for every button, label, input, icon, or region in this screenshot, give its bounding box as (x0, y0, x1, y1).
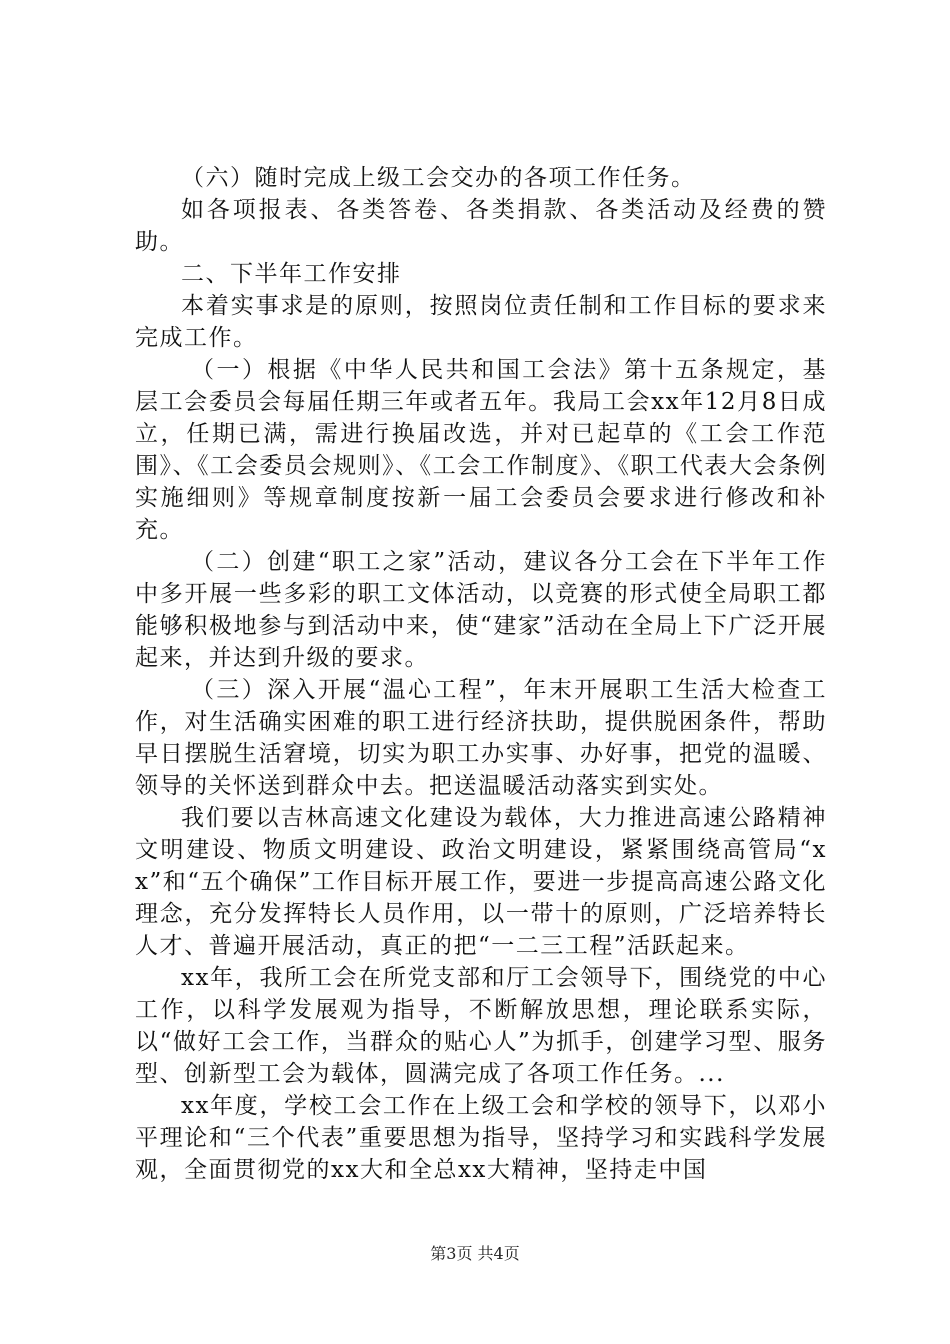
paragraph-task-six-detail: 如各项报表、各类答卷、各类捐款、各类活动及经费的赞助。 (135, 197, 827, 255)
paragraph-union-summary: xx年，我所工会在所党支部和厅工会领导下，围绕党的中心工作，以科学发展观为指导，不断解放思想，理论联系实际，以“做好工会工作，当群众的贴心人”为抓手，创建学习型、服务型、创新型工会为载体，圆满完成了各项工作任务。... (135, 965, 827, 1087)
paragraph-plan-one: （一）根据《中华人民共和国工会法》第十五条规定，基层工会委员会每届任期三年或者五年。我局工会xx年12月8日成立，任期已满，需进行换届改选，并对已起草的《工会工作范围》、《工会委员会规则》、《工会工作制度》、《职工代表大会条例实施细则》等规章制度按新一届工会委员会要求进行修改和补充。 (135, 357, 827, 543)
page-number-footer: 第3页 共4页 (430, 1244, 520, 1263)
paragraph-school-union: xx年度，学校工会工作在上级工会和学校的领导下，以邓小平理论和“三个代表”重要思想为指导，坚持学习和实践科学发展观，全面贯彻党的xx大和全总xx大精神，坚持走中国 (135, 1093, 827, 1183)
paragraph-task-six: （六）随时完成上级工会交办的各项工作任务。 (181, 165, 696, 191)
paragraph-culture-building: 我们要以吉林高速文化建设为载体，大力推进高速公路精神文明建设、物质文明建设、政治文明建设，紧紧围绕高管局“xx”和“五个确保”工作目标开展工作，要进一步提高高速公路文化理念，充分发挥特长人员作用，以一带十的原则，广泛培养特长人才、普遍开展活动，真正的把“一二三工程”活跃起来。 (135, 805, 827, 959)
paragraph-plan-two: （二）创建“职工之家”活动，建议各分工会在下半年工作中多开展一些多彩的职工文体活动，以竞赛的形式使全局职工都能够积极地参与到活动中来，使“建家”活动在全局上下广泛开展起来，并达到升级的要求。 (135, 549, 827, 671)
document-body (135, 162, 827, 1186)
paragraph-principle: 本着实事求是的原则，按照岗位责任制和工作目标的要求来完成工作。 (135, 293, 827, 351)
paragraph-plan-three: （三）深入开展“温心工程”，年末开展职工生活大检查工作，对生活确实困难的职工进行经济扶助，提供脱困条件，帮助早日摆脱生活窘境，切实为职工办实事、办好事，把党的温暖、领导的关怀送到群众中去。把送温暖活动落实到实处。 (135, 677, 827, 799)
section-heading-second-half-plan: 二、下半年工作安排 (181, 261, 402, 287)
